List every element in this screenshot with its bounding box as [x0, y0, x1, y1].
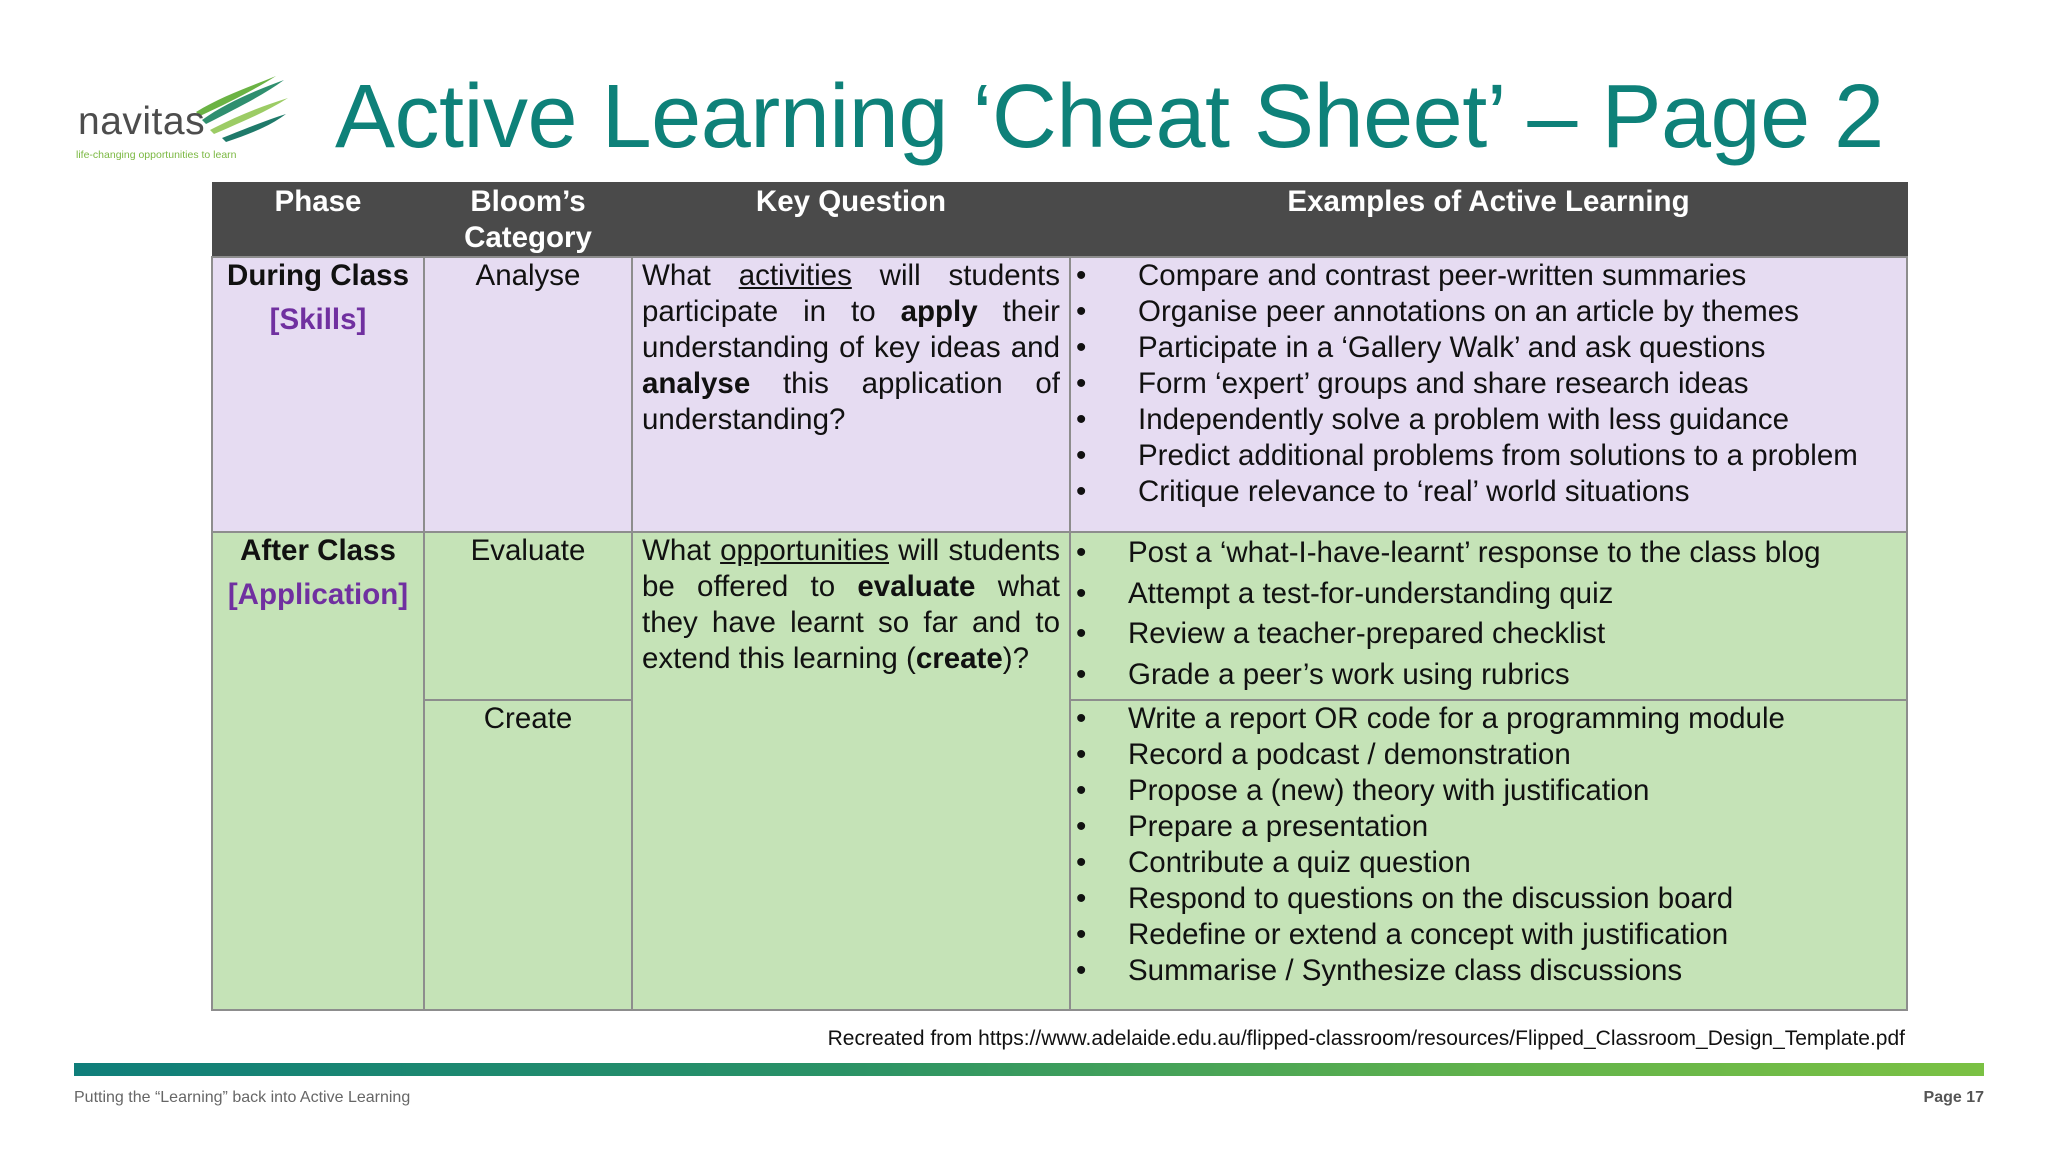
list-item: • Record a podcast / demonstration — [1080, 737, 1897, 773]
list-item: • Form ‘expert’ groups and share research ideas — [1080, 366, 1897, 402]
page-title: Active Learning ‘Cheat Sheet’ – Page 2 — [335, 67, 1884, 167]
table-row-during-class — [212, 257, 1907, 532]
examples-cell-during — [1070, 257, 1907, 532]
list-item: • Propose a (new) theory with justification — [1080, 773, 1897, 809]
table-header-row — [212, 183, 1907, 258]
kq-underlined: opportunities — [720, 534, 890, 567]
source-citation: Recreated from https://www.adelaide.edu.au/flipped-classroom/resources/Flipped_Classroom_Design_Template.pdf — [827, 1027, 1905, 1050]
kq-text: What — [642, 534, 721, 567]
list-item: • Respond to questions on the discussion board — [1080, 881, 1897, 917]
kq-text: )? — [1002, 642, 1030, 675]
list-item: • Contribute a quiz question — [1080, 845, 1897, 881]
phase-sublabel: [Skills] — [269, 303, 367, 336]
kq-bold: analyse — [642, 367, 751, 400]
logo-wordmark: navitas — [78, 100, 206, 143]
header-bloom-category: Bloom’s Category — [424, 183, 632, 258]
list-item: • Independently solve a problem with less guidance — [1080, 402, 1897, 438]
phase-sublabel: [Application] — [227, 578, 409, 611]
list-item: • Prepare a presentation — [1080, 809, 1897, 845]
examples-cell-evaluate — [1070, 532, 1907, 700]
key-question-cell-during — [632, 257, 1070, 532]
list-item: • Participate in a ‘Gallery Walk’ and ask questions — [1080, 330, 1897, 366]
phase-label: During Class — [227, 259, 409, 292]
list-item: • Critique relevance to ‘real’ world situations — [1080, 474, 1897, 510]
examples-list-during — [1080, 258, 1897, 510]
page-number: Page 17 — [1923, 1089, 1984, 1106]
kq-text: what they have learnt so far and to extend this learning ( — [642, 570, 1061, 675]
list-item: • Compare and contrast peer-written summaries — [1080, 258, 1897, 294]
header-phase: Phase — [212, 183, 424, 258]
phase-cell-during — [212, 257, 424, 532]
footer-gradient-bar — [74, 1063, 1984, 1076]
list-item: • Grade a peer’s work using rubrics — [1080, 655, 1897, 696]
leaf-swoosh-icon — [192, 72, 292, 142]
logo-tagline: life-changing opportunities to learn — [76, 149, 237, 161]
bloom-cell-create: Create — [424, 700, 632, 1010]
examples-list-create — [1080, 701, 1897, 989]
kq-text: this application of understanding? — [642, 367, 1060, 436]
kq-bold: create — [915, 642, 1003, 675]
list-item: • Review a teacher-prepared checklist — [1080, 614, 1897, 655]
kq-bold: evaluate — [857, 570, 976, 603]
list-item: • Organise peer annotations on an article by themes — [1080, 294, 1897, 330]
navitas-logo — [74, 72, 284, 172]
kq-bold: apply — [900, 295, 978, 328]
list-item: • Post a ‘what-I-have-learnt’ response to the class blog — [1080, 533, 1897, 574]
footer-tagline: Putting the “Learning” back into Active Learning — [74, 1089, 411, 1106]
kq-text: will students be offered to — [642, 534, 1060, 603]
list-item: • Summarise / Synthesize class discussions — [1080, 953, 1897, 989]
list-item: • Attempt a test-for-understanding quiz — [1080, 574, 1897, 615]
bloom-cell-evaluate: Evaluate — [424, 532, 632, 700]
cheat-sheet-table — [211, 182, 1908, 1011]
kq-underlined: activities — [738, 259, 852, 292]
list-item: • Write a report OR code for a programming module — [1080, 701, 1897, 737]
kq-text: their understanding of key ideas and — [642, 295, 1060, 364]
phase-cell-after — [212, 532, 424, 1010]
header-examples: Examples of Active Learning — [1070, 183, 1907, 258]
kq-text: will students participate in to — [642, 259, 1060, 328]
key-question-cell-after — [632, 532, 1070, 1010]
examples-list-evaluate — [1080, 533, 1897, 695]
phase-label: After Class — [240, 534, 396, 567]
list-item: • Redefine or extend a concept with justification — [1080, 917, 1897, 953]
list-item: • Predict additional problems from solutions to a problem — [1080, 438, 1897, 474]
table-row-after-class-evaluate — [212, 532, 1907, 700]
kq-text: What — [642, 259, 739, 292]
examples-cell-create — [1070, 700, 1907, 1010]
bloom-cell-analyse: Analyse — [424, 257, 632, 532]
header-key-question: Key Question — [632, 183, 1070, 258]
